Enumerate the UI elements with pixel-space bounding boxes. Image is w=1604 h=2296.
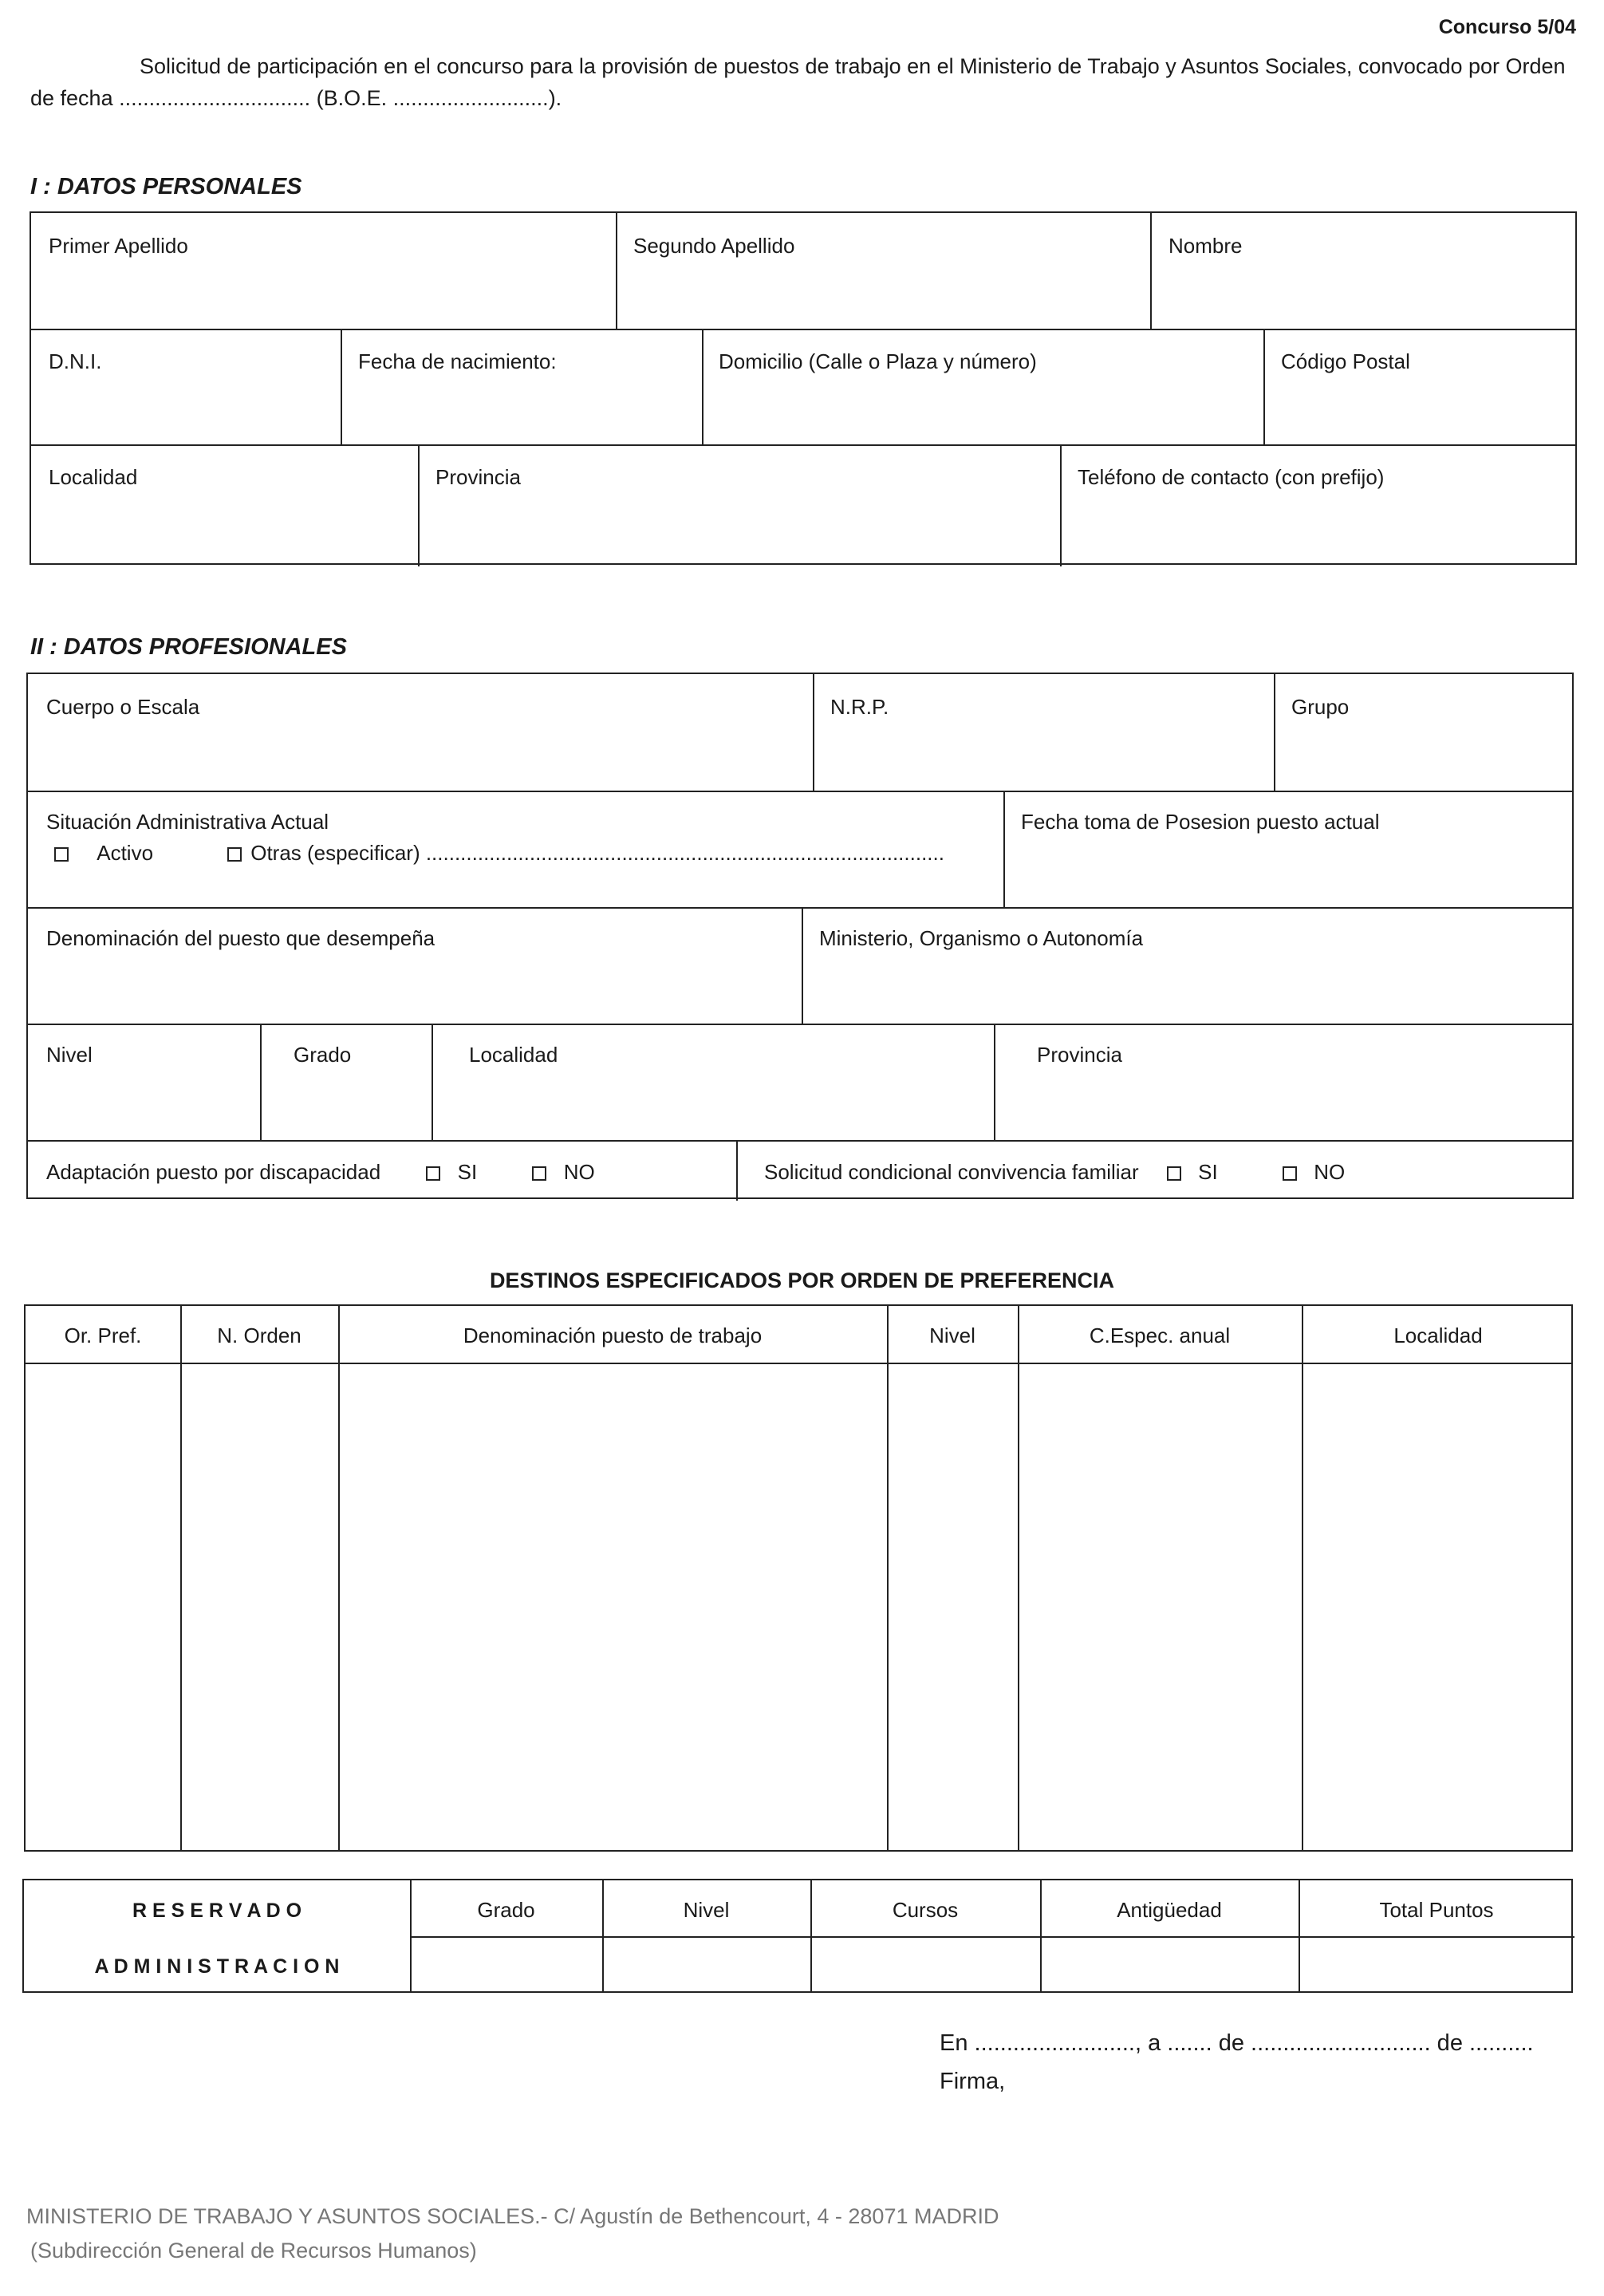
segundo-apellido-field[interactable]: Segundo Apellido	[633, 234, 795, 258]
dni-field[interactable]: D.N.I.	[49, 349, 102, 373]
cuerpo-escala-field[interactable]: Cuerpo o Escala	[46, 695, 200, 719]
destinos-table	[24, 1304, 1573, 1852]
condicional-no-checkbox[interactable]	[1283, 1166, 1297, 1181]
personal-data-box	[30, 211, 1577, 565]
otras-option[interactable]	[227, 841, 944, 866]
adaptacion-row	[46, 1160, 595, 1185]
professional-data-box	[26, 673, 1574, 1199]
firma-label: Firma,	[940, 2069, 1006, 2094]
adaptacion-label: Adaptación puesto por discapacidad	[46, 1160, 381, 1184]
otras-label: Otras (especificar) ..........................................................................................	[250, 841, 944, 865]
administracion-label: A D M I N I S T R A C I O N	[94, 1955, 340, 1978]
col-total-puntos: Total Puntos	[1379, 1898, 1494, 1922]
intro-line-1: Solicitud de participación en el concurso para la provisión de puestos de trabajo en el Ministerio de Trabajo y Asuntos Sociales, convocado por Orden	[140, 54, 1566, 78]
section-professional-title: II : DATOS PROFESIONALES	[30, 634, 347, 660]
condicional-row	[764, 1160, 1345, 1185]
nivel-field[interactable]: Nivel	[46, 1043, 93, 1067]
col-cursos: Cursos	[892, 1898, 959, 1922]
intro-line-2: de fecha ................................ (B.O.E. ..........................).	[30, 86, 562, 110]
col-grado: Grado	[477, 1898, 535, 1922]
grupo-field[interactable]: Grupo	[1291, 695, 1350, 719]
condicional-si-label: SI	[1198, 1160, 1218, 1184]
col-nivel-res: Nivel	[683, 1898, 730, 1922]
nrp-field[interactable]: N.R.P.	[830, 695, 889, 719]
adaptacion-si-label: SI	[457, 1160, 478, 1184]
condicional-no-label: NO	[1314, 1160, 1346, 1184]
codigo-postal-field[interactable]: Código Postal	[1281, 349, 1410, 373]
condicional-si-checkbox[interactable]	[1167, 1166, 1181, 1181]
destinos-title: DESTINOS ESPECIFICADOS POR ORDEN DE PREFERENCIA	[489, 1268, 1115, 1292]
nombre-field[interactable]: Nombre	[1169, 234, 1243, 258]
section-personal-title: I : DATOS PERSONALES	[30, 174, 302, 199]
adaptacion-si-checkbox[interactable]	[426, 1166, 440, 1181]
col-denominacion: Denominación puesto de trabajo	[463, 1324, 763, 1347]
situacion-label: Situación Administrativa Actual	[46, 810, 329, 834]
denominacion-field[interactable]: Denominación del puesto que desempeña	[46, 926, 435, 950]
localidad-field[interactable]: Localidad	[49, 465, 138, 489]
col-c-espec: C.Espec. anual	[1089, 1324, 1231, 1347]
reservado-table	[22, 1879, 1573, 1993]
condicional-label: Solicitud condicional convivencia familiar	[764, 1160, 1139, 1184]
adaptacion-no-checkbox[interactable]	[532, 1166, 546, 1181]
provincia-field[interactable]: Provincia	[435, 465, 521, 489]
col-or-pref: Or. Pref.	[64, 1324, 142, 1347]
otras-checkbox[interactable]	[227, 847, 242, 862]
form-code: Concurso 5/04	[1438, 16, 1576, 38]
provincia-prof-field[interactable]: Provincia	[1037, 1043, 1122, 1067]
col-antiguedad: Antigüedad	[1117, 1898, 1222, 1922]
localidad-prof-field[interactable]: Localidad	[469, 1043, 558, 1067]
fecha-toma-field[interactable]: Fecha toma de Posesion puesto actual	[1021, 810, 1380, 834]
footer-subdireccion: (Subdirección General de Recursos Humanos)	[30, 2239, 477, 2262]
primer-apellido-field[interactable]: Primer Apellido	[49, 234, 188, 258]
footer-address: MINISTERIO DE TRABAJO Y ASUNTOS SOCIALES.- C/ Agustín de Bethencourt, 4 - 28071 MADRID	[26, 2204, 999, 2228]
col-nivel: Nivel	[929, 1324, 975, 1347]
lugar-fecha-line[interactable]: En ........................., a ....... de ............................ de ..........	[940, 2030, 1534, 2056]
fecha-nacimiento-field[interactable]: Fecha de nacimiento:	[358, 349, 557, 373]
activo-checkbox[interactable]	[54, 847, 69, 862]
domicilio-field[interactable]: Domicilio (Calle o Plaza y número)	[719, 349, 1037, 373]
grado-field[interactable]: Grado	[294, 1043, 352, 1067]
reservado-label: R E S E R V A D O	[132, 1900, 302, 1922]
activo-label: Activo	[97, 841, 154, 865]
col-localidad: Localidad	[1393, 1324, 1483, 1347]
telefono-field[interactable]: Teléfono de contacto (con prefijo)	[1078, 465, 1385, 489]
adaptacion-no-label: NO	[563, 1160, 595, 1184]
activo-option[interactable]	[54, 841, 153, 866]
ministerio-field[interactable]: Ministerio, Organismo o Autonomía	[819, 926, 1144, 950]
col-n-orden: N. Orden	[217, 1324, 301, 1347]
